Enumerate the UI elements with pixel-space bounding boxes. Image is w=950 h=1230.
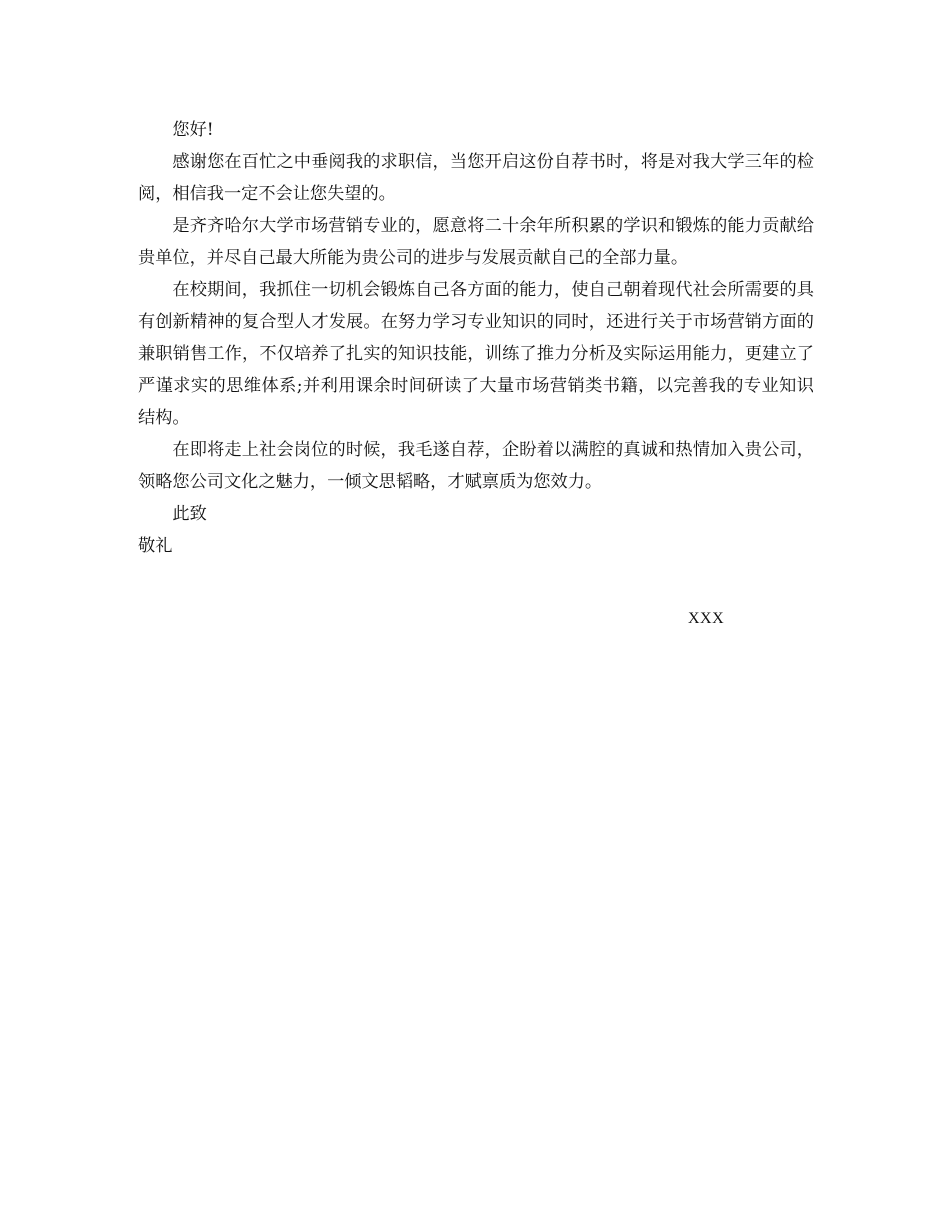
paragraph-self-recommendation: 在即将走上社会岗位的时候，我毛遂自荐，企盼着以满腔的真诚和热情加入贵公司，领略您公司文化之魅力，一倾文思韬略，才赋禀质为您效力。 [138, 440, 814, 492]
closing-regards: 敬礼 [138, 536, 173, 556]
letter-body [138, 114, 814, 562]
closing-salutation: 此致 [172, 504, 207, 524]
paragraph-major: 是齐齐哈尔大学市场营销专业的，愿意将二十余年所积累的学识和锻炼的能力贡献给贵单位，并尽自己最大所能为贵公司的进步与发展贡献自己的全部力量。 [138, 216, 814, 268]
paragraph-school-experience: 在校期间，我抓住一切机会锻炼自己各方面的能力，使自己朝着现代社会所需要的具有创新精神的复合型人才发展。在努力学习专业知识的同时，还进行关于市场营销方面的兼职销售工作，不仅培养了扎实的知识技能，训练了推力分析及实际运用能力，更建立了严谨求实的思维体系;并利用课余时间研读了大量市场营销类书籍，以完善我的专业知识结构。 [138, 280, 814, 428]
paragraph-thanks: 感谢您在百忙之中垂阅我的求职信，当您开启这份自荐书时，将是对我大学三年的检阅，相信我一定不会让您失望的。 [138, 152, 814, 204]
signature: XXX [688, 610, 725, 627]
greeting: 您好! [172, 120, 214, 140]
